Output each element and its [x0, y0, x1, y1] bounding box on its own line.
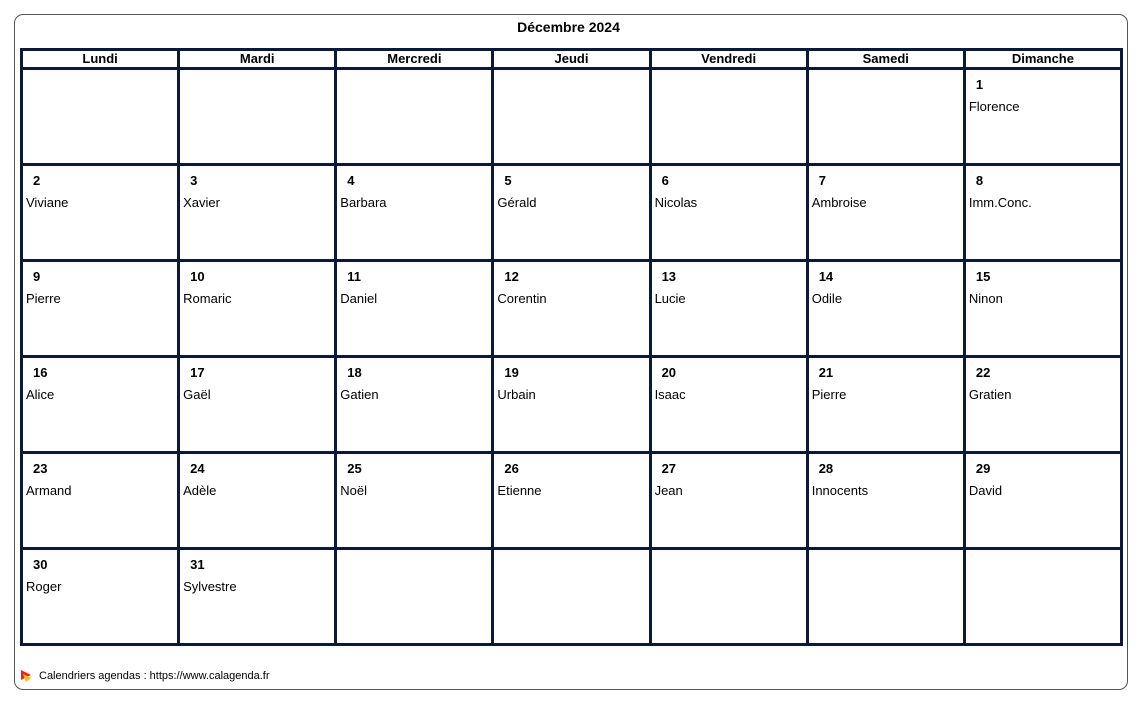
calendar-day-cell — [336, 261, 493, 357]
day-number: 1 — [975, 77, 984, 92]
saint-name: Gérald — [497, 195, 537, 210]
calendar-week-row — [22, 69, 1122, 165]
day-number: 6 — [661, 173, 669, 188]
calendar-empty-cell — [493, 549, 650, 645]
saint-name: Sylvestre — [183, 579, 237, 594]
saint-name: Innocents — [811, 483, 869, 498]
saint-name: Isaac — [654, 387, 686, 402]
saint-name: Armand — [26, 483, 72, 498]
day-number: 3 — [190, 173, 198, 188]
day-number: 15 — [975, 269, 991, 284]
saint-name: David — [968, 483, 1003, 498]
calendar-day-cell — [650, 165, 807, 261]
saint-name: Alice — [26, 387, 55, 402]
calendar-day-cell — [807, 261, 964, 357]
day-number: 20 — [661, 365, 677, 380]
saint-name: Viviane — [26, 195, 69, 210]
saint-name: Corentin — [497, 291, 547, 306]
calendar-day-cell — [650, 261, 807, 357]
saint-name: Gaël — [183, 387, 211, 402]
saint-name: Odile — [811, 291, 843, 306]
calendar-day-cell — [493, 165, 650, 261]
day-number: 27 — [661, 461, 677, 476]
day-number: 9 — [33, 269, 41, 284]
calendar-day-cell — [964, 165, 1121, 261]
calendar-empty-cell — [22, 69, 179, 165]
calendar-day-cell — [493, 261, 650, 357]
calendar-day-cell — [336, 165, 493, 261]
calendar-grid — [20, 48, 1123, 646]
calendar-day-cell — [650, 357, 807, 453]
day-number: 31 — [190, 557, 205, 572]
day-number: 13 — [661, 269, 677, 284]
calendar-day-cell — [336, 357, 493, 453]
calendar-day-cell — [807, 357, 964, 453]
calendar-day-cell — [179, 549, 336, 645]
day-number: 14 — [818, 269, 834, 284]
saint-name: Roger — [26, 579, 62, 594]
day-number: 19 — [504, 365, 519, 380]
day-number: 26 — [504, 461, 519, 476]
calendar-day-cell — [179, 453, 336, 549]
calendar-empty-cell — [179, 69, 336, 165]
day-number: 4 — [347, 173, 355, 188]
saint-name: Gratien — [968, 387, 1012, 402]
saint-name: Noël — [340, 483, 368, 498]
calendar-empty-cell — [650, 549, 807, 645]
day-number: 2 — [33, 173, 41, 188]
weekday-header: Mardi — [179, 50, 336, 69]
day-number: 23 — [33, 461, 48, 476]
weekday-header: Jeudi — [493, 50, 650, 69]
calendar-day-cell — [22, 261, 179, 357]
day-number: 17 — [190, 365, 205, 380]
calendar-day-cell — [807, 165, 964, 261]
calendar-empty-cell — [336, 69, 493, 165]
calendar-day-cell — [22, 453, 179, 549]
day-number: 29 — [975, 461, 991, 476]
day-number: 30 — [33, 557, 48, 572]
saint-name: Ninon — [968, 291, 1003, 306]
day-number: 8 — [975, 173, 984, 188]
saint-name: Pierre — [26, 291, 61, 306]
saint-name: Florence — [968, 99, 1020, 114]
saint-name: Gatien — [340, 387, 379, 402]
saint-name: Urbain — [497, 387, 536, 402]
day-number: 16 — [33, 365, 48, 380]
calendar-empty-cell — [964, 549, 1121, 645]
calendar-day-cell — [179, 165, 336, 261]
calendar-day-cell — [22, 165, 179, 261]
calendar-week-row — [22, 357, 1122, 453]
day-number: 5 — [504, 173, 512, 188]
calendar-day-cell — [22, 549, 179, 645]
calendar-empty-cell — [650, 69, 807, 165]
weekday-header: Vendredi — [650, 50, 807, 69]
saint-name: Barbara — [340, 195, 387, 210]
calendar-week-row — [22, 453, 1122, 549]
saint-name: Nicolas — [654, 195, 698, 210]
weekday-header-row — [22, 50, 1122, 69]
day-number: 18 — [347, 365, 362, 380]
calendar-day-cell — [807, 453, 964, 549]
calagenda-logo-icon — [20, 669, 32, 683]
day-number: 21 — [818, 365, 834, 380]
calendar-week-row — [22, 549, 1122, 645]
calendar-day-cell — [964, 357, 1121, 453]
day-number: 28 — [818, 461, 834, 476]
calendar-day-cell — [964, 261, 1121, 357]
day-number: 7 — [818, 173, 826, 188]
saint-name: Romaric — [183, 291, 232, 306]
saint-name: Xavier — [183, 195, 220, 210]
weekday-header: Lundi — [22, 50, 179, 69]
footer — [20, 669, 270, 683]
weekday-header: Dimanche — [964, 50, 1121, 69]
saint-name: Ambroise — [811, 195, 867, 210]
saint-name: Adèle — [183, 483, 217, 498]
calendar-empty-cell — [493, 69, 650, 165]
calendar-week-row — [22, 165, 1122, 261]
weekday-header: Samedi — [807, 50, 964, 69]
day-number: 25 — [347, 461, 362, 476]
page-title: Décembre 2024 — [517, 19, 620, 35]
calendar-empty-cell — [807, 549, 964, 645]
saint-name: Lucie — [654, 291, 686, 306]
saint-name: Etienne — [497, 483, 542, 498]
calendar-day-cell — [650, 453, 807, 549]
calendar-day-cell — [22, 357, 179, 453]
weekday-header: Mercredi — [336, 50, 493, 69]
calendar-week-row — [22, 261, 1122, 357]
calendar-day-cell — [179, 261, 336, 357]
calendar-day-cell — [964, 69, 1121, 165]
saint-name: Imm.Conc. — [968, 195, 1032, 210]
calendar-empty-cell — [336, 549, 493, 645]
day-number: 10 — [190, 269, 205, 284]
day-number: 24 — [190, 461, 205, 476]
day-number: 22 — [975, 365, 991, 380]
calendar-day-cell — [964, 453, 1121, 549]
calendar-empty-cell — [807, 69, 964, 165]
day-number: 12 — [504, 269, 519, 284]
saint-name: Pierre — [811, 387, 847, 402]
saint-name: Jean — [654, 483, 683, 498]
day-number: 11 — [347, 269, 362, 284]
calendar-day-cell — [493, 453, 650, 549]
footer-link[interactable]: Calendriers agendas : https://www.calagenda.fr — [39, 670, 270, 682]
calendar-day-cell — [493, 357, 650, 453]
calendar-day-cell — [179, 357, 336, 453]
saint-name: Daniel — [340, 291, 378, 306]
calendar-day-cell — [336, 453, 493, 549]
